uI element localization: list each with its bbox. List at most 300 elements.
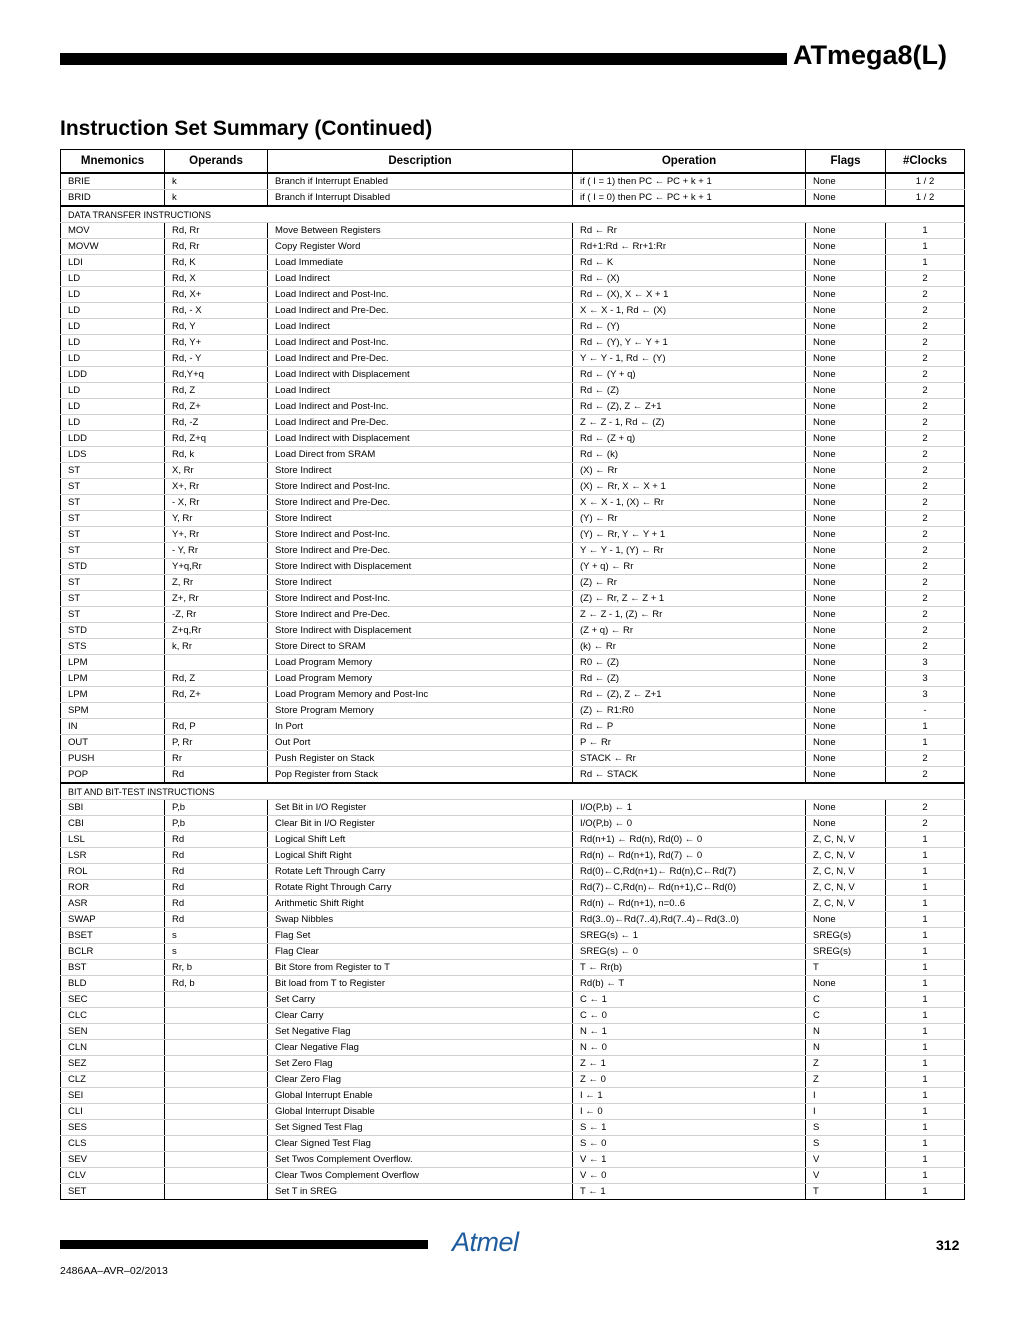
mnemonic-cell: LD xyxy=(61,399,165,415)
description-cell: Store Indirect and Post-Inc. xyxy=(268,591,573,607)
operands-cell: Rd, Z xyxy=(165,671,268,687)
column-header-mnemonics: Mnemonics xyxy=(61,150,165,174)
flags-cell: I xyxy=(806,1104,886,1120)
flags-cell: N xyxy=(806,1024,886,1040)
description-cell: Store Indirect and Pre-Dec. xyxy=(268,543,573,559)
table-row xyxy=(61,511,965,527)
table-row xyxy=(61,303,965,319)
description-cell: Swap Nibbles xyxy=(268,912,573,928)
table-row xyxy=(61,591,965,607)
operation-cell: STACK ← Rr xyxy=(573,751,806,767)
description-cell: Clear Carry xyxy=(268,1008,573,1024)
flags-cell: None xyxy=(806,703,886,719)
flags-cell: SREG(s) xyxy=(806,928,886,944)
page-number: 312 xyxy=(936,1237,960,1253)
table-row xyxy=(61,1056,965,1072)
mnemonic-cell: POP xyxy=(61,767,165,784)
flags-cell: None xyxy=(806,655,886,671)
operands-cell xyxy=(165,1008,268,1024)
table-header-row xyxy=(61,150,965,174)
description-cell: Load Indirect xyxy=(268,319,573,335)
column-header-operands: Operands xyxy=(165,150,268,174)
mnemonic-cell: CLC xyxy=(61,1008,165,1024)
description-cell: Load Indirect and Pre-Dec. xyxy=(268,415,573,431)
mnemonic-cell: LDD xyxy=(61,367,165,383)
operation-cell: Y ← Y - 1, Rd ← (Y) xyxy=(573,351,806,367)
operation-cell: R0 ← (Z) xyxy=(573,655,806,671)
operands-cell: s xyxy=(165,944,268,960)
table-row xyxy=(61,463,965,479)
flags-cell: None xyxy=(806,719,886,735)
operands-cell: k, Rr xyxy=(165,639,268,655)
flags-cell: None xyxy=(806,639,886,655)
description-cell: Store Program Memory xyxy=(268,703,573,719)
operation-cell: Rd ← (Y) xyxy=(573,319,806,335)
flags-cell: SREG(s) xyxy=(806,944,886,960)
mnemonic-cell: LD xyxy=(61,287,165,303)
flags-cell: None xyxy=(806,415,886,431)
operation-cell: T ← 1 xyxy=(573,1184,806,1200)
operation-cell: N ← 1 xyxy=(573,1024,806,1040)
clocks-cell: 1 xyxy=(886,735,965,751)
operation-cell: (Y) ← Rr xyxy=(573,511,806,527)
description-cell: Set Signed Test Flag xyxy=(268,1120,573,1136)
mnemonic-cell: CLS xyxy=(61,1136,165,1152)
clocks-cell: 3 xyxy=(886,655,965,671)
clocks-cell: 1 xyxy=(886,944,965,960)
table-row xyxy=(61,976,965,992)
operation-cell: T ← Rr(b) xyxy=(573,960,806,976)
clocks-cell: 2 xyxy=(886,751,965,767)
flags-cell: None xyxy=(806,800,886,816)
table-row xyxy=(61,399,965,415)
clocks-cell: 1 xyxy=(886,848,965,864)
description-cell: Store Indirect with Displacement xyxy=(268,559,573,575)
column-header-description: Description xyxy=(268,150,573,174)
description-cell: Store Direct to SRAM xyxy=(268,639,573,655)
table-row xyxy=(61,751,965,767)
table-row xyxy=(61,351,965,367)
flags-cell: None xyxy=(806,623,886,639)
mnemonic-cell: LD xyxy=(61,351,165,367)
description-cell: Clear Twos Complement Overflow xyxy=(268,1168,573,1184)
description-cell: Load Immediate xyxy=(268,255,573,271)
description-cell: Logical Shift Left xyxy=(268,832,573,848)
flags-cell: S xyxy=(806,1120,886,1136)
operands-cell: Z+q,Rr xyxy=(165,623,268,639)
table-row xyxy=(61,992,965,1008)
flags-cell: S xyxy=(806,1136,886,1152)
clocks-cell: 2 xyxy=(886,351,965,367)
table-row xyxy=(61,816,965,832)
mnemonic-cell: ST xyxy=(61,527,165,543)
mnemonic-cell: ST xyxy=(61,463,165,479)
table-row xyxy=(61,527,965,543)
operation-cell: Rd(n) ← Rd(n+1), Rd(7) ← 0 xyxy=(573,848,806,864)
description-cell: Load Indirect and Post-Inc. xyxy=(268,335,573,351)
description-cell: Set Zero Flag xyxy=(268,1056,573,1072)
flags-cell: None xyxy=(806,335,886,351)
mnemonic-cell: ST xyxy=(61,479,165,495)
description-cell: Arithmetic Shift Right xyxy=(268,896,573,912)
description-cell: Out Port xyxy=(268,735,573,751)
mnemonic-cell: ROL xyxy=(61,864,165,880)
description-cell: Set T in SREG xyxy=(268,1184,573,1200)
mnemonic-cell: BRIE xyxy=(61,173,165,190)
operation-cell: Y ← Y - 1, (Y) ← Rr xyxy=(573,543,806,559)
clocks-cell: 1 xyxy=(886,1008,965,1024)
mnemonic-cell: LPM xyxy=(61,687,165,703)
table-row xyxy=(61,896,965,912)
mnemonic-cell: SEI xyxy=(61,1088,165,1104)
mnemonic-cell: LDD xyxy=(61,431,165,447)
section-row xyxy=(61,206,965,223)
section-row xyxy=(61,783,965,800)
table-row xyxy=(61,735,965,751)
mnemonic-cell: ST xyxy=(61,607,165,623)
mnemonic-cell: CLN xyxy=(61,1040,165,1056)
table-row xyxy=(61,800,965,816)
operation-cell: (Y + q) ← Rr xyxy=(573,559,806,575)
mnemonic-cell: SET xyxy=(61,1184,165,1200)
operation-cell: Z ← 0 xyxy=(573,1072,806,1088)
table-row xyxy=(61,767,965,784)
operation-cell: I/O(P,b) ← 0 xyxy=(573,816,806,832)
flags-cell: None xyxy=(806,575,886,591)
clocks-cell: 2 xyxy=(886,639,965,655)
table-row xyxy=(61,944,965,960)
operands-cell: Rd, Z+q xyxy=(165,431,268,447)
clocks-cell: 1 xyxy=(886,960,965,976)
flags-cell: C xyxy=(806,992,886,1008)
operands-cell xyxy=(165,1168,268,1184)
flags-cell: None xyxy=(806,495,886,511)
clocks-cell: 2 xyxy=(886,816,965,832)
operands-cell: Rd,Y+q xyxy=(165,367,268,383)
mnemonic-cell: CLI xyxy=(61,1104,165,1120)
flags-cell: V xyxy=(806,1152,886,1168)
operation-cell: I ← 0 xyxy=(573,1104,806,1120)
mnemonic-cell: ROR xyxy=(61,880,165,896)
mnemonic-cell: SEN xyxy=(61,1024,165,1040)
operation-cell: Rd ← (Z), Z ← Z+1 xyxy=(573,399,806,415)
instruction-table xyxy=(60,149,965,1200)
table-row xyxy=(61,1168,965,1184)
column-header-flags: Flags xyxy=(806,150,886,174)
mnemonic-cell: SBI xyxy=(61,800,165,816)
operation-cell: Z ← Z - 1, Rd ← (Z) xyxy=(573,415,806,431)
page-title: Instruction Set Summary (Continued) xyxy=(60,117,433,140)
mnemonic-cell: ST xyxy=(61,511,165,527)
operation-cell: Z ← 1 xyxy=(573,1056,806,1072)
mnemonic-cell: LD xyxy=(61,271,165,287)
operands-cell: Rd xyxy=(165,896,268,912)
clocks-cell: 1 xyxy=(886,1152,965,1168)
mnemonic-cell: ASR xyxy=(61,896,165,912)
flags-cell: None xyxy=(806,912,886,928)
table-row xyxy=(61,1008,965,1024)
flags-cell: None xyxy=(806,479,886,495)
description-cell: Store Indirect with Displacement xyxy=(268,623,573,639)
operation-cell: Rd(b) ← T xyxy=(573,976,806,992)
description-cell: Load Indirect and Pre-Dec. xyxy=(268,303,573,319)
description-cell: Bit load from T to Register xyxy=(268,976,573,992)
operands-cell: Rd, -Z xyxy=(165,415,268,431)
mnemonic-cell: LPM xyxy=(61,655,165,671)
mnemonic-cell: SEV xyxy=(61,1152,165,1168)
description-cell: Push Register on Stack xyxy=(268,751,573,767)
operation-cell: if ( I = 1) then PC ← PC + k + 1 xyxy=(573,173,806,190)
operands-cell xyxy=(165,1136,268,1152)
operands-cell: k xyxy=(165,173,268,190)
description-cell: Bit Store from Register to T xyxy=(268,960,573,976)
table-row xyxy=(61,864,965,880)
flags-cell: N xyxy=(806,1040,886,1056)
operation-cell: S ← 0 xyxy=(573,1136,806,1152)
table-row xyxy=(61,1072,965,1088)
mnemonic-cell: CBI xyxy=(61,816,165,832)
clocks-cell: 1 xyxy=(886,223,965,239)
flags-cell: None xyxy=(806,767,886,784)
mnemonic-cell: LD xyxy=(61,303,165,319)
table-row xyxy=(61,335,965,351)
clocks-cell: 2 xyxy=(886,463,965,479)
mnemonic-cell: SPM xyxy=(61,703,165,719)
operands-cell: Rd, Z xyxy=(165,383,268,399)
flags-cell: Z, C, N, V xyxy=(806,832,886,848)
description-cell: Store Indirect and Pre-Dec. xyxy=(268,495,573,511)
flags-cell: T xyxy=(806,1184,886,1200)
description-cell: Clear Zero Flag xyxy=(268,1072,573,1088)
clocks-cell: 2 xyxy=(886,559,965,575)
mnemonic-cell: STD xyxy=(61,623,165,639)
description-cell: Load Indirect with Displacement xyxy=(268,367,573,383)
flags-cell: None xyxy=(806,319,886,335)
clocks-cell: 1 xyxy=(886,976,965,992)
mnemonic-cell: BSET xyxy=(61,928,165,944)
operands-cell: Z+, Rr xyxy=(165,591,268,607)
clocks-cell: 2 xyxy=(886,383,965,399)
operands-cell: Rd, X xyxy=(165,271,268,287)
description-cell: Load Indirect xyxy=(268,271,573,287)
clocks-cell: 1 xyxy=(886,1072,965,1088)
operation-cell: Rd ← STACK xyxy=(573,767,806,784)
operands-cell: Rd, b xyxy=(165,976,268,992)
clocks-cell: 1 xyxy=(886,896,965,912)
operation-cell: Rd+1:Rd ← Rr+1:Rr xyxy=(573,239,806,255)
mnemonic-cell: BRID xyxy=(61,190,165,207)
operands-cell: Z, Rr xyxy=(165,575,268,591)
flags-cell: Z xyxy=(806,1056,886,1072)
table-row xyxy=(61,1120,965,1136)
clocks-cell: 2 xyxy=(886,543,965,559)
mnemonic-cell: LD xyxy=(61,319,165,335)
operands-cell: Rd xyxy=(165,848,268,864)
clocks-cell: 1 xyxy=(886,1104,965,1120)
description-cell: Set Carry xyxy=(268,992,573,1008)
atmel-logo: Atmel xyxy=(452,1227,519,1257)
operands-cell: Rd xyxy=(165,864,268,880)
mnemonic-cell: MOVW xyxy=(61,239,165,255)
clocks-cell: 1 xyxy=(886,239,965,255)
flags-cell: None xyxy=(806,351,886,367)
table-row xyxy=(61,848,965,864)
operation-cell: (Z) ← Rr, Z ← Z + 1 xyxy=(573,591,806,607)
operands-cell xyxy=(165,703,268,719)
operands-cell: P,b xyxy=(165,816,268,832)
table-row xyxy=(61,1024,965,1040)
clocks-cell: 1 xyxy=(886,1168,965,1184)
table-row xyxy=(61,623,965,639)
operands-cell xyxy=(165,1152,268,1168)
flags-cell: Z, C, N, V xyxy=(806,848,886,864)
operation-cell: if ( I = 0) then PC ← PC + k + 1 xyxy=(573,190,806,207)
description-cell: Branch if Interrupt Disabled xyxy=(268,190,573,207)
description-cell: Clear Signed Test Flag xyxy=(268,1136,573,1152)
operands-cell xyxy=(165,1104,268,1120)
description-cell: Copy Register Word xyxy=(268,239,573,255)
section-title: BIT AND BIT-TEST INSTRUCTIONS xyxy=(61,783,965,800)
flags-cell: Z xyxy=(806,1072,886,1088)
flags-cell: None xyxy=(806,735,886,751)
clocks-cell: 2 xyxy=(886,367,965,383)
flags-cell: None xyxy=(806,511,886,527)
flags-cell: None xyxy=(806,559,886,575)
clocks-cell: 1 xyxy=(886,255,965,271)
flags-cell: None xyxy=(806,447,886,463)
operands-cell: Rd, k xyxy=(165,447,268,463)
mnemonic-cell: LDI xyxy=(61,255,165,271)
mnemonic-cell: STD xyxy=(61,559,165,575)
footer-rule xyxy=(60,1240,428,1249)
operands-cell: Rd, Rr xyxy=(165,223,268,239)
table-row xyxy=(61,703,965,719)
clocks-cell: 1 xyxy=(886,912,965,928)
clocks-cell: 2 xyxy=(886,431,965,447)
operation-cell: (Z) ← Rr xyxy=(573,575,806,591)
table-row xyxy=(61,1184,965,1200)
operation-cell: Rd ← Rr xyxy=(573,223,806,239)
table-row xyxy=(61,543,965,559)
description-cell: Rotate Left Through Carry xyxy=(268,864,573,880)
clocks-cell: 2 xyxy=(886,415,965,431)
operation-cell: Rd(n) ← Rd(n+1), n=0..6 xyxy=(573,896,806,912)
description-cell: Store Indirect xyxy=(268,575,573,591)
table-body xyxy=(61,173,965,1200)
table-row xyxy=(61,912,965,928)
operands-cell: Rd, Rr xyxy=(165,239,268,255)
table-row xyxy=(61,447,965,463)
operation-cell: Rd ← (Z) xyxy=(573,671,806,687)
mnemonic-cell: ST xyxy=(61,543,165,559)
mnemonic-cell: CLV xyxy=(61,1168,165,1184)
clocks-cell: 2 xyxy=(886,800,965,816)
flags-cell: None xyxy=(806,383,886,399)
operation-cell: Rd ← (Z) xyxy=(573,383,806,399)
operands-cell xyxy=(165,1040,268,1056)
table-row xyxy=(61,1040,965,1056)
clocks-cell: - xyxy=(886,703,965,719)
mnemonic-cell: SES xyxy=(61,1120,165,1136)
operation-cell: Rd ← (Z + q) xyxy=(573,431,806,447)
flags-cell: None xyxy=(806,687,886,703)
flags-cell: None xyxy=(806,751,886,767)
header-rule xyxy=(60,53,787,65)
clocks-cell: 2 xyxy=(886,495,965,511)
table-row xyxy=(61,1152,965,1168)
clocks-cell: 2 xyxy=(886,447,965,463)
description-cell: Set Twos Complement Overflow. xyxy=(268,1152,573,1168)
operation-cell: (X) ← Rr xyxy=(573,463,806,479)
operation-cell: Rd(0)←C,Rd(n+1)← Rd(n),C←Rd(7) xyxy=(573,864,806,880)
description-cell: Store Indirect xyxy=(268,511,573,527)
operands-cell: Rd, X+ xyxy=(165,287,268,303)
operands-cell: X, Rr xyxy=(165,463,268,479)
description-cell: Load Direct from SRAM xyxy=(268,447,573,463)
flags-cell: None xyxy=(806,255,886,271)
table-row xyxy=(61,239,965,255)
operands-cell: Rd, - X xyxy=(165,303,268,319)
description-cell: Store Indirect and Pre-Dec. xyxy=(268,607,573,623)
table-row xyxy=(61,960,965,976)
operation-cell: S ← 1 xyxy=(573,1120,806,1136)
operation-cell: (X) ← Rr, X ← X + 1 xyxy=(573,479,806,495)
table-row xyxy=(61,655,965,671)
mnemonic-cell: LD xyxy=(61,335,165,351)
operation-cell: Rd ← (X) xyxy=(573,271,806,287)
clocks-cell: 2 xyxy=(886,271,965,287)
mnemonic-cell: LSR xyxy=(61,848,165,864)
clocks-cell: 1 xyxy=(886,864,965,880)
clocks-cell: 2 xyxy=(886,527,965,543)
operation-cell: V ← 0 xyxy=(573,1168,806,1184)
mnemonic-cell: BLD xyxy=(61,976,165,992)
description-cell: In Port xyxy=(268,719,573,735)
operands-cell xyxy=(165,1120,268,1136)
operation-cell: Rd ← (Z), Z ← Z+1 xyxy=(573,687,806,703)
mnemonic-cell: LSL xyxy=(61,832,165,848)
operands-cell xyxy=(165,1072,268,1088)
table-row xyxy=(61,687,965,703)
table-row xyxy=(61,1104,965,1120)
operands-cell: - Y, Rr xyxy=(165,543,268,559)
operands-cell: Y+, Rr xyxy=(165,527,268,543)
mnemonic-cell: LPM xyxy=(61,671,165,687)
table-row xyxy=(61,1088,965,1104)
operands-cell: Rr, b xyxy=(165,960,268,976)
description-cell: Flag Set xyxy=(268,928,573,944)
document-id: 2486AA–AVR–02/2013 xyxy=(60,1265,168,1277)
mnemonic-cell: LD xyxy=(61,383,165,399)
operation-cell: I/O(P,b) ← 1 xyxy=(573,800,806,816)
operation-cell: SREG(s) ← 0 xyxy=(573,944,806,960)
flags-cell: None xyxy=(806,431,886,447)
operation-cell: Rd(7)←C,Rd(n)← Rd(n+1),C←Rd(0) xyxy=(573,880,806,896)
operation-cell: C ← 0 xyxy=(573,1008,806,1024)
operation-cell: Rd ← P xyxy=(573,719,806,735)
operation-cell: Rd ← (k) xyxy=(573,447,806,463)
clocks-cell: 2 xyxy=(886,399,965,415)
description-cell: Load Indirect and Pre-Dec. xyxy=(268,351,573,367)
mnemonic-cell: ST xyxy=(61,495,165,511)
table-row xyxy=(61,223,965,239)
operation-cell: P ← Rr xyxy=(573,735,806,751)
operands-cell: Rd, P xyxy=(165,719,268,735)
table-row xyxy=(61,559,965,575)
flags-cell: None xyxy=(806,173,886,190)
flags-cell: None xyxy=(806,399,886,415)
description-cell: Branch if Interrupt Enabled xyxy=(268,173,573,190)
